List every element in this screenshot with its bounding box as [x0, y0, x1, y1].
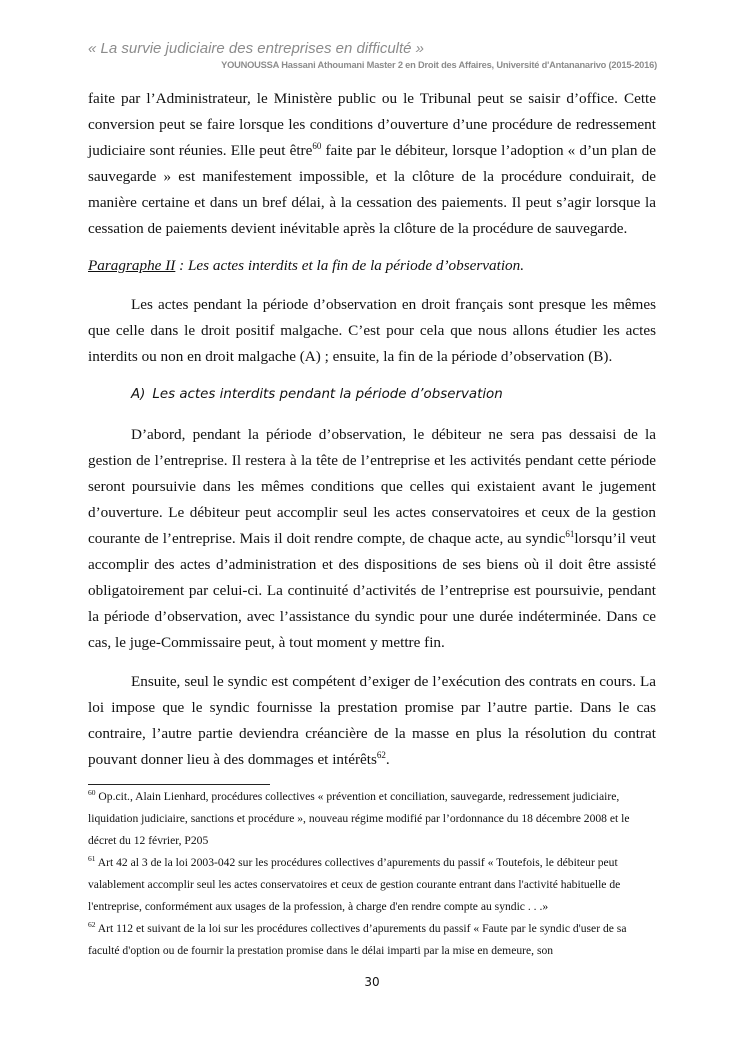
- paragraph-heading-label: Paragraphe II: [88, 257, 176, 274]
- page-number: 30: [364, 975, 380, 989]
- footnote-divider: [88, 784, 270, 785]
- paragraph-heading: [88, 253, 656, 279]
- footnote-number: 61: [88, 854, 96, 863]
- paragraph-1: faite par l’Administrateur, le Ministère public ou le Tribunal peut se saisir d’office. Cette conversion peut se faire lorsque les conditions d’ouverture d’une procédure de redressement judiciaire sont réunies. Elle peut être$^{60}$ faite par le débiteur, lorsque l’adoption « d’un plan de sauvegarde » est manifestement impossible, et la clôture de la procédure conduirait, de manière certaine et dans un bref délai, à la cessation des paiements. Il peut s’agir lorsque la cessation de paiements devient inévitable après la clôture de la procédure de sauvegarde.: [88, 90, 656, 237]
- paragraph-4: Ensuite, seul le syndic est compétent d’exiger de l’exécution des contrats en cours. La loi impose que le syndic fournisse la prestation promise par l’autre partie. Dans le cas contraire, l’autre partie deviendra créancière de la masse en plus la résolution du contrat pouvant donner lieu à des dommages et intérêts$^{62}$.: [88, 673, 656, 768]
- footnote-60: [88, 786, 660, 852]
- footnote-ref-60[interactable]: 60: [312, 141, 322, 151]
- footnote-text: Op.cit., Alain Lienhard, procédures collectives « prévention et conciliation, sauvegarde, redressement judiciaire, liquidation judiciaire, sanctions et procédure », nouveau régime modifié par l’ordonnance du 18 décembre 2008 et le décret du 12 février, P205: [88, 790, 630, 847]
- footnote-ref-62[interactable]: 62: [376, 750, 386, 760]
- footnote-number: 60: [88, 788, 96, 797]
- body-text: [88, 86, 656, 773]
- running-header-title: « La survie judiciaire des entreprises en difficulté »: [88, 40, 425, 57]
- running-header-author: YOUNOUSSA Hassani Athoumani Master 2 en Droit des Affaires, Université d'Antananarivo (2015-2016): [221, 60, 657, 70]
- footnote-number: 62: [88, 920, 96, 929]
- section-heading-a: [131, 382, 656, 408]
- footnote-ref-61[interactable]: 61: [565, 529, 575, 539]
- paragraph-heading-text: : Les actes interdits et la fin de la période d’observation.: [175, 257, 525, 274]
- footnote-text: Art 42 al 3 de la loi 2003-042 sur les procédures collectives d’apurements du passif « Toutefois, le débiteur peut valablement accomplir seul les actes conservatoires et ceux de gestion courante entrant dans l'activité habituelle de l'entreprise, conformément aux usages de la profession, à charge d'en rendre compte au syndic . . .»: [88, 856, 621, 913]
- section-heading-letter: A): [131, 387, 146, 402]
- footnote-text: Art 112 et suivant de la loi sur les procédures collectives d’apurements du passif « Faute par le syndic d'user de sa faculté d'option ou de fournir la prestation promise dans le délai imparti par la mise en demeure, son: [88, 922, 627, 957]
- paragraph-2: Les actes pendant la période d’observation en droit français sont presque les mêmes que celle dans le droit positif malgache. C’est pour cela que nous allons étudier les actes interdits ou non en droit malgache (A) ; ensuite, la fin de la période d’observation (B).: [88, 296, 656, 365]
- footnote-62: [88, 918, 660, 962]
- footnotes: [88, 786, 660, 962]
- footnote-61: [88, 852, 660, 918]
- section-heading-title: Les actes interdits pendant la période d’observation: [152, 387, 503, 402]
- paragraph-3: D’abord, pendant la période d’observation, le débiteur ne sera pas dessaisi de la gestion de l’entreprise. Il restera à la tête de l’entreprise et les activités pendant cette période seront poursuivie dans les mêmes conditions que celles qui existaient avant le jugement d’ouverture. Le débiteur peut accomplir seul les actes conservatoires et ceux de la gestion courante de l’entreprise. Mais il doit rendre compte, de chaque acte, au syndic$^{61}$lorsqu’il veut accomplir des actes d’administration et des dispositions de ses biens où il doit être assisté obligatoirement par celui-ci. La continuité d’activités de l’entreprise est poursuivie, pendant la période d’observation, avec l’assistance du syndic pour une durée indéterminée. Dans ce cas, le juge-Commissaire peut, à tout moment y mettre fin.: [88, 426, 656, 651]
